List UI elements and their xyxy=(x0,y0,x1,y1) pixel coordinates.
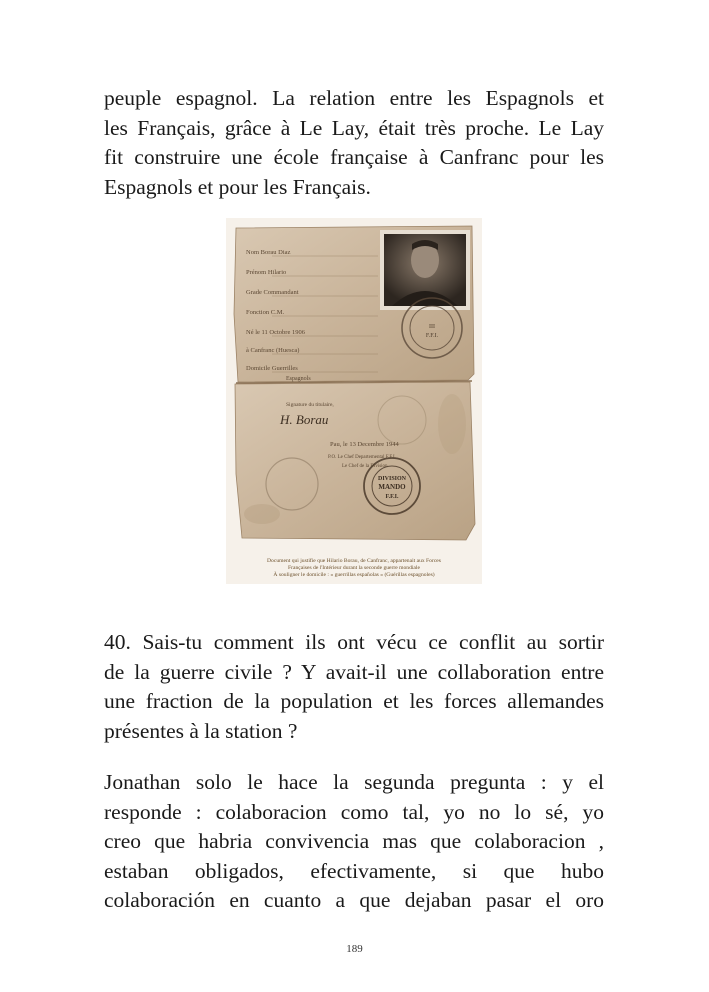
question-paragraph xyxy=(104,628,604,746)
po-line: P.O. Le Chef Departemental F.F.I. xyxy=(328,455,396,460)
text-line: 40. Sais-tu comment ils ont vécu ce conflit au sortir xyxy=(104,630,604,654)
caption-line: À souligner le domicile : « guerrillas españolas » (Guérillas espagnoles) xyxy=(273,572,435,579)
text-line: colaboración en cuanto a que dejaban pasar el oro xyxy=(104,888,604,912)
text-line: responde : colaboracion como tal, yo no lo sé, yo xyxy=(104,799,604,824)
stamp-1-line-2: F.F.I. xyxy=(425,333,439,339)
text-line: les Français, grâce à Le Lay, était très proche. Le Lay xyxy=(104,115,604,140)
field-fonction: Fonction C.M. xyxy=(246,309,285,316)
stamp-2-line-1: DIVISION xyxy=(377,476,407,482)
field-domicile: Domicile Guerrilles xyxy=(246,365,298,372)
stamp-2-line-2: MANDO xyxy=(378,483,406,491)
stamp-2-line-3: F.F.I. xyxy=(385,494,399,500)
page-number: 189 xyxy=(346,943,363,955)
answer-paragraph xyxy=(104,768,604,916)
caption-line: Document qui justifie que Hilario Borau, de Canfranc, appartenait aux Forces xyxy=(267,558,441,564)
document-photo-figure xyxy=(226,218,482,584)
signature: H. Borau xyxy=(280,412,329,427)
identity-document-image xyxy=(232,224,476,542)
text-line: estaban obligados, efectivamente, si que hubo xyxy=(104,858,604,883)
text-line: peuple espagnol. La relation entre les Espagnols et xyxy=(104,86,604,110)
signature-label: Signature du titulaire, xyxy=(286,402,334,408)
field-nom: Nom Borau Diaz xyxy=(246,249,291,256)
field-grade: Grade Commandant xyxy=(246,289,299,296)
caption-line: Françaises de l'Intérieur durant la seconde guerre mondiale xyxy=(288,565,420,572)
date-line: Pau, le 13 Decembre 1944 xyxy=(330,441,399,448)
field-ne-le: Né le 11 Octobre 1906 xyxy=(246,329,305,336)
text-line: présentes à la station ? xyxy=(104,718,298,743)
stamp-1-line-1: III xyxy=(429,324,435,330)
text-line: une fraction de la population et les forces allemandes xyxy=(104,689,604,713)
text-line: creo que habria convivencia mas que colaboracion , xyxy=(104,829,604,853)
paragraph-1 xyxy=(104,84,604,202)
text-line: de la guerre civile ? Y avait-il une collaboration entre xyxy=(104,659,604,684)
text-line: Jonathan solo le hace la segunda pregunta : y el xyxy=(104,770,604,794)
figure-caption xyxy=(230,558,478,580)
text-line: Espagnols et pour les Français. xyxy=(104,174,371,199)
field-prenom: Prénom Hilario xyxy=(246,269,287,276)
field-domicile-2: Espagnols xyxy=(286,376,311,382)
text-line: fit construire une école française à Canfranc pour les xyxy=(104,145,604,169)
field-lieu: à Canfranc (Huesca) xyxy=(246,347,300,354)
chef-line: Le Chef de la Division xyxy=(342,464,388,469)
